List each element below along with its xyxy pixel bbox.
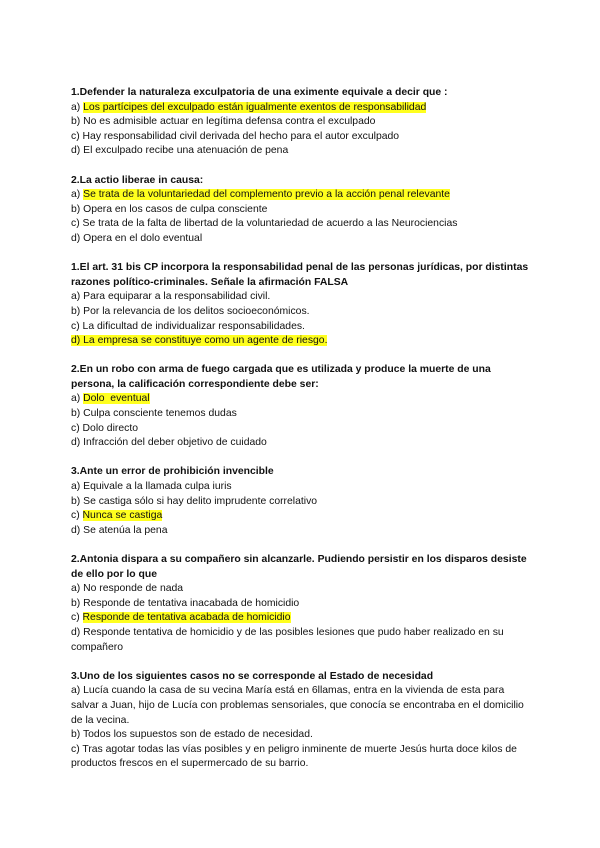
- option-a: [71, 188, 531, 203]
- question-6: [71, 553, 531, 655]
- option-a: [71, 480, 531, 495]
- option-prefix: b): [71, 116, 84, 128]
- option-c: [71, 130, 531, 145]
- question-stem: 2.Antonia dispara a su compañero sin alcanzarle. Pudiendo persistir en los disparos desiste de ello por lo que: [71, 554, 527, 580]
- question-stem: 2.En un robo con arma de fuego cargada que es utilizada y produce la muerte de una persona, la calificación correspondiente debe ser:: [71, 364, 491, 390]
- option-a: [71, 684, 531, 728]
- option-b: [71, 115, 531, 130]
- question-7: [71, 670, 531, 772]
- option-text: No responde de nada: [83, 583, 184, 595]
- option-prefix: a): [71, 393, 84, 405]
- option-c: [71, 509, 531, 524]
- question-stem: 3.Uno de los siguientes casos no se corresponde al Estado de necesidad: [71, 670, 434, 682]
- option-b: [71, 305, 531, 320]
- option-prefix: b): [71, 495, 84, 507]
- question-1: [71, 86, 531, 159]
- document-page: [71, 86, 531, 787]
- option-text: Dolo directo: [82, 422, 138, 434]
- option-c: [71, 217, 531, 232]
- option-prefix: b): [71, 408, 84, 420]
- option-c: [71, 743, 531, 772]
- question-stem: 1.El art. 31 bis CP incorpora la responsabilidad penal de las personas jurídicas, por distintas razones político-criminales. Señale la afirmación FALSA: [71, 262, 529, 288]
- option-prefix: b): [71, 305, 84, 317]
- highlighted-answer: Se trata de la voluntariedad del complemento previo a la acción penal relevante: [83, 189, 450, 201]
- option-b: [71, 728, 531, 743]
- option-prefix: c): [71, 422, 83, 434]
- option-text: Se castiga sólo si hay delito imprudente correlativo: [83, 495, 318, 507]
- option-a: [71, 392, 531, 407]
- option-prefix: a): [71, 189, 84, 201]
- option-prefix: c): [71, 130, 83, 142]
- option-prefix: d): [71, 437, 84, 449]
- question-5: [71, 465, 531, 538]
- option-prefix: d): [71, 626, 84, 638]
- highlighted-answer: [71, 335, 327, 346]
- option-text: La dificultad de individualizar responsabilidades.: [82, 320, 305, 332]
- option-b: [71, 495, 531, 510]
- option-prefix: a): [71, 481, 84, 493]
- option-d: [71, 334, 531, 349]
- option-text: Opera en los casos de culpa consciente: [83, 203, 268, 215]
- option-prefix: c): [71, 743, 83, 755]
- option-d: [71, 626, 531, 655]
- option-a: [71, 290, 531, 305]
- option-d: [71, 436, 531, 451]
- option-prefix: a): [71, 291, 84, 303]
- option-prefix: b): [71, 203, 84, 215]
- question-3: [71, 261, 531, 349]
- highlighted-answer: Responde de tentativa acabada de homicidio: [82, 612, 291, 624]
- option-prefix: b): [71, 597, 84, 609]
- highlighted-answer: Dolo eventual: [83, 393, 150, 405]
- option-text: Culpa consciente tenemos dudas: [83, 408, 237, 420]
- option-d: [71, 524, 531, 539]
- option-prefix: c): [71, 320, 83, 332]
- option-prefix: c): [71, 510, 83, 522]
- option-d: [71, 232, 531, 247]
- option-prefix: c): [71, 612, 83, 624]
- option-prefix: d): [71, 335, 84, 347]
- option-prefix: d): [71, 524, 84, 536]
- question-stem: 2.La actio liberae in causa:: [71, 174, 204, 186]
- option-prefix: d): [71, 232, 84, 244]
- option-text: Hay responsabilidad civil derivada del hecho para el autor exculpado: [82, 130, 400, 142]
- option-text: La empresa se constituye como un agente de riesgo.: [83, 335, 328, 347]
- option-prefix: c): [71, 218, 83, 230]
- option-text: Opera en el dolo eventual: [83, 232, 203, 244]
- question-2: [71, 174, 531, 247]
- option-prefix: d): [71, 145, 84, 157]
- option-text: Tras agotar todas las vías posibles y en peligro inminente de muerte Jesús hurta doce kilos de productos frescos en el supermercado de su barrio.: [71, 743, 517, 770]
- option-text: Equivale a la llamada culpa iuris: [83, 481, 232, 493]
- option-a: [71, 582, 531, 597]
- option-d: [71, 144, 531, 159]
- option-prefix: b): [71, 729, 83, 741]
- highlighted-answer: Nunca se castiga: [82, 510, 163, 522]
- option-text: Todos los supuestos son de estado de necesidad.: [82, 729, 313, 741]
- option-c: [71, 320, 531, 335]
- question-stem: 3.Ante un error de prohibición invencible: [71, 466, 274, 478]
- option-text: Se atenúa la pena: [83, 524, 168, 536]
- option-text: Responde tentativa de homicidio y de las posibles lesiones que pudo haber realizado en su compañero: [71, 626, 504, 653]
- highlighted-answer: Los partícipes del exculpado están igualmente exentos de responsabilidad: [83, 101, 427, 113]
- option-b: [71, 407, 531, 422]
- option-b: [71, 203, 531, 218]
- option-prefix: a): [71, 685, 84, 697]
- question-stem: 1.Defender la naturaleza exculpatoria de una eximente equivale a decir que :: [71, 87, 448, 98]
- option-text: Infracción del deber objetivo de cuidado: [83, 437, 267, 449]
- option-prefix: a): [71, 583, 84, 595]
- option-text: Para equiparar a la responsabilidad civil.: [83, 291, 271, 303]
- option-text: Responde de tentativa inacabada de homicidio: [83, 597, 300, 609]
- option-text: El exculpado recibe una atenuación de pena: [83, 145, 289, 157]
- option-text: Lucía cuando la casa de su vecina María está en 6llamas, entra en la vivienda de esta para salvar a Juan, hijo de Lucía con problemas sensoriales, que conocía se encontraba en el domicilio de la vecina.: [71, 685, 524, 726]
- question-4: [71, 363, 531, 451]
- option-a: [71, 101, 531, 116]
- option-c: [71, 611, 531, 626]
- option-prefix: a): [71, 101, 84, 113]
- option-text: Se trata de la falta de libertad de la voluntariedad de acuerdo a las Neurociencias: [82, 218, 458, 230]
- option-text: No es admisible actuar en legítima defensa contra el exculpado: [83, 116, 376, 128]
- option-text: Por la relevancia de los delitos socioeconómicos.: [83, 305, 310, 317]
- option-c: [71, 422, 531, 437]
- option-b: [71, 597, 531, 612]
